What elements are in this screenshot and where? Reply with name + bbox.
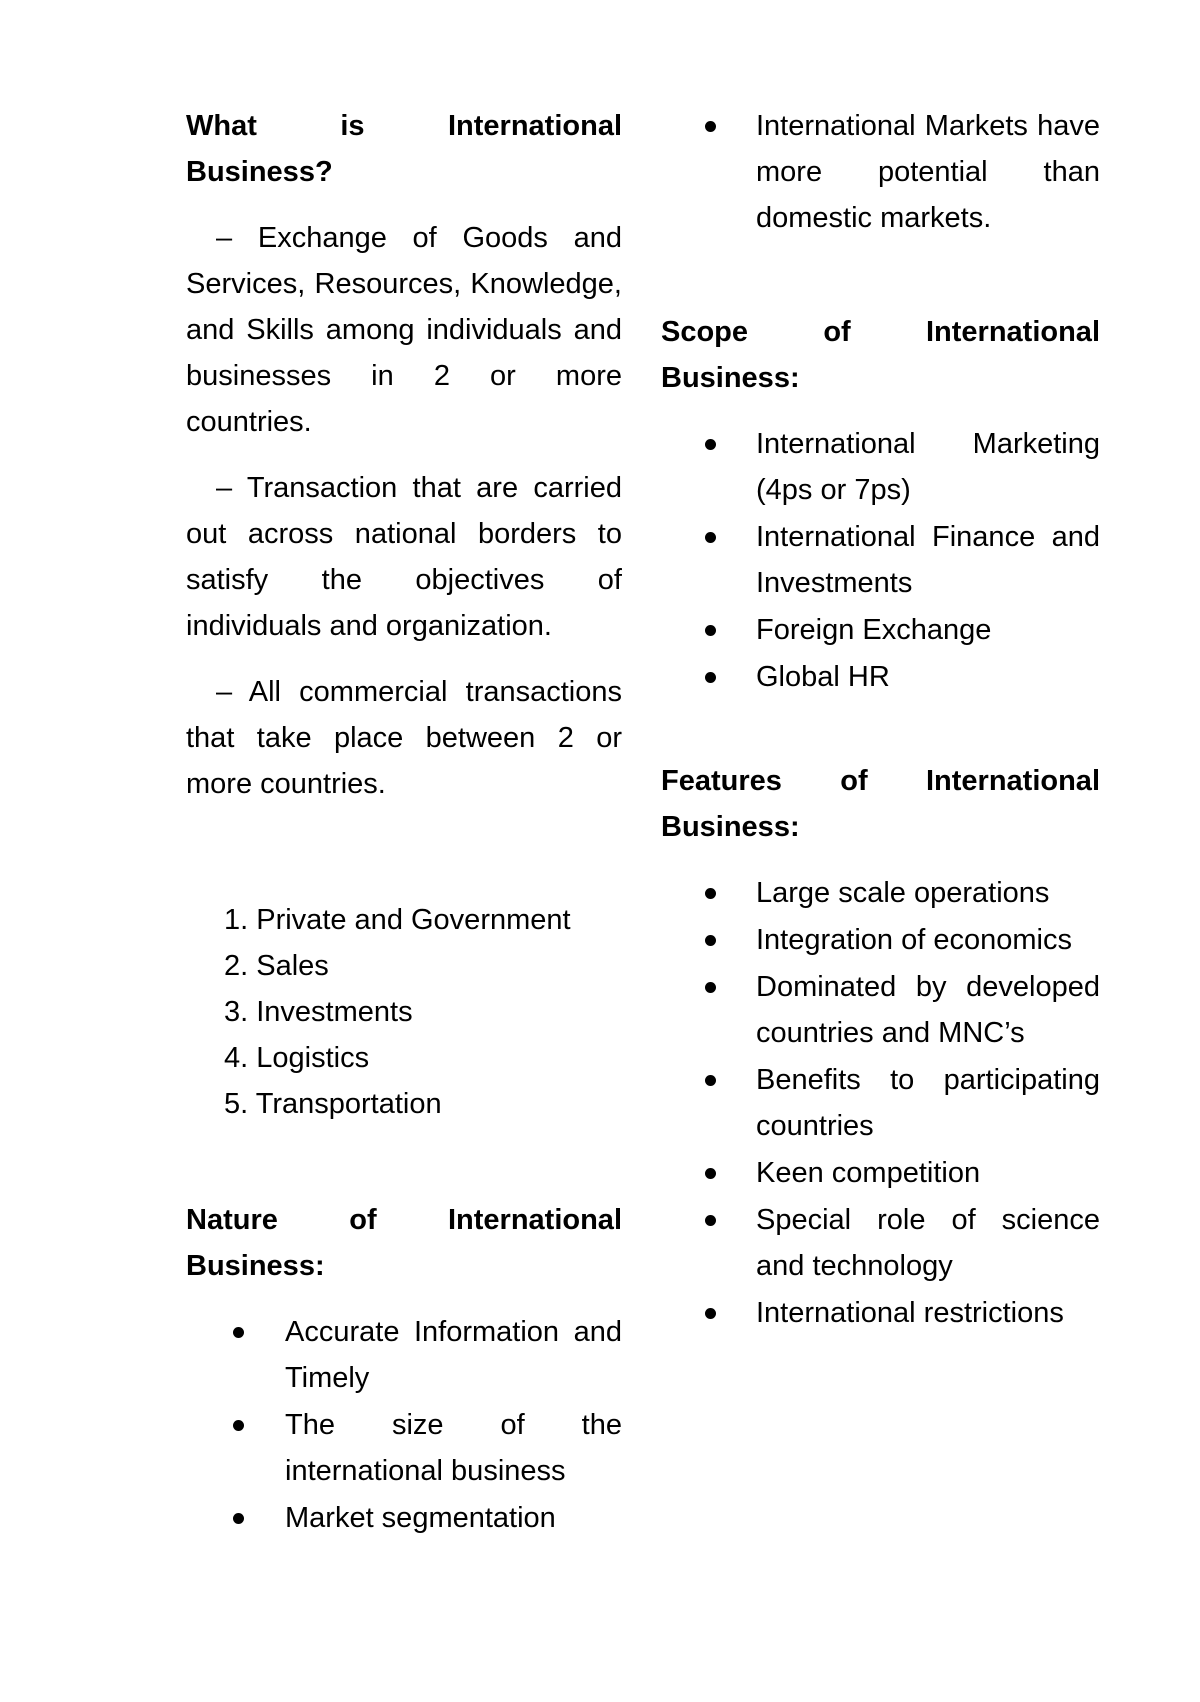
list-item: International restrictions — [653, 1290, 1100, 1336]
list-item: 4. Logistics — [224, 1042, 370, 1074]
bullet-icon — [705, 1168, 716, 1179]
definition-2: – Transaction that are carried out across national borders to satisfy the objectives of individuals and organization. — [186, 472, 622, 642]
bullet-icon — [705, 439, 716, 450]
list-item: Benefits to participating countries — [653, 1057, 1100, 1149]
list-item: Accurate Information and Timely — [182, 1309, 622, 1401]
bullet-icon — [705, 532, 716, 543]
bullet-icon — [233, 1513, 244, 1524]
scope-heading: Scope of International — [661, 316, 1100, 348]
list-item: Integration of economics — [653, 917, 1100, 963]
features-list — [653, 870, 1100, 1336]
list-item: 5. Transportation — [224, 1088, 442, 1120]
bullet-icon — [705, 888, 716, 899]
bullet-icon — [705, 982, 716, 993]
features-heading: Features of International — [661, 765, 1100, 797]
list-item: Foreign Exchange — [653, 607, 1100, 653]
nature-list — [186, 1309, 622, 1541]
list-item: Market segmentation — [182, 1495, 622, 1541]
bullet-icon — [705, 1075, 716, 1086]
list-item: 2. Sales — [224, 950, 329, 982]
bullet-icon — [705, 672, 716, 683]
bullet-icon — [233, 1420, 244, 1431]
bullet-icon — [705, 121, 716, 132]
bullet-icon — [705, 1308, 716, 1319]
definition-1: – Exchange of Goods and Services, Resources, Knowledge, and Skills among individuals and businesses in 2 or more countries. — [186, 222, 622, 438]
list-item: Global HR — [653, 654, 1100, 700]
list-item: Large scale operations — [653, 870, 1100, 916]
list-item: The size of the international business — [182, 1402, 622, 1494]
features-heading-cont: Business: — [661, 811, 800, 843]
scope-heading-cont: Business: — [661, 362, 800, 394]
right-column — [661, 103, 1100, 1337]
left-column — [186, 103, 622, 1542]
bullet-icon — [705, 1215, 716, 1226]
scope-list — [653, 421, 1100, 700]
list-item: International Marketing (4ps or 7ps) — [653, 421, 1100, 513]
nature-heading: Nature of International — [186, 1204, 622, 1236]
top-list — [653, 103, 1100, 241]
list-item: Keen competition — [653, 1150, 1100, 1196]
bullet-icon — [705, 625, 716, 636]
list-item: 3. Investments — [224, 996, 413, 1028]
list-item: 1. Private and Government — [224, 904, 571, 936]
nature-heading-cont: Business: — [186, 1250, 325, 1282]
list-item: Special role of science and technology — [653, 1197, 1100, 1289]
list-item: Dominated by developed countries and MNC’s — [653, 964, 1100, 1056]
definition-3: – All commercial transactions that take place between 2 or more countries. — [186, 676, 622, 800]
what-is-heading-cont: Business? — [186, 156, 333, 188]
list-item: International Markets have more potential than domestic markets. — [653, 103, 1100, 241]
bullet-icon — [233, 1327, 244, 1338]
numbered-list — [186, 897, 622, 1127]
bullet-icon — [705, 935, 716, 946]
what-is-heading: What is International — [186, 110, 622, 142]
list-item: International Finance and Investments — [653, 514, 1100, 606]
